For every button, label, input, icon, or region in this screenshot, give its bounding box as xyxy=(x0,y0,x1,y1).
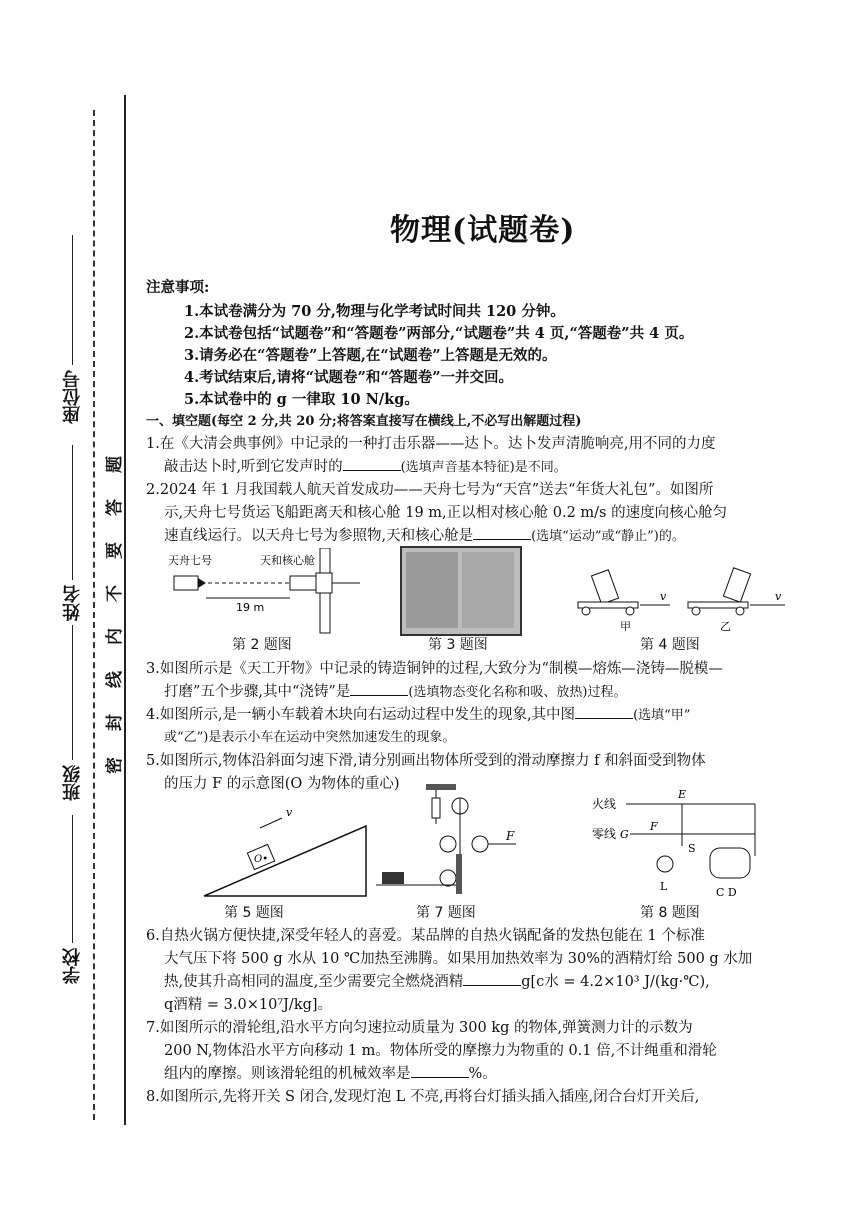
seal-char-1: 题 xyxy=(105,456,125,473)
figure-4 xyxy=(560,558,800,638)
q6-text-b: g[c水 = 4.2×10³ J/(kg·℃), xyxy=(521,974,710,990)
q1-text-a: 敲击达卜时,听到它发声时的 xyxy=(164,459,343,475)
q1-answer-blank[interactable] xyxy=(343,458,401,471)
q6-line-2: 大气压下将 500 g 水从 10 ℃加热至沸腾。如果用加热效率为 30%的酒精灯给 500 g 水加 xyxy=(164,951,753,967)
fig2-panel-top xyxy=(320,548,330,573)
q6-line-1: 6.自热火锅方便快捷,深受年轻人的喜爱。某品牌的自热火锅配备的发热包能在 1 个标准 xyxy=(146,928,705,944)
seal-char-7: 封 xyxy=(105,714,125,731)
fig4-wheel-b2 xyxy=(736,607,744,615)
fig8-caption: 第 8 题图 xyxy=(640,905,700,921)
fig2-core-hub xyxy=(316,573,332,593)
q1-line-1: 1.在《大清会典事例》中记录的一种打击乐器——达卜。达卜发声清脆响亮,用不同的力度 xyxy=(146,436,716,452)
fig7-pulley-mid-left xyxy=(440,836,456,852)
q7-text-a: 组内的摩擦。则该滑轮组的机械效率是 xyxy=(164,1066,411,1082)
fig8-lamp xyxy=(657,856,673,872)
q1-text-b: (选填声音基本特征)是不同。 xyxy=(400,460,567,475)
fig7-f: F xyxy=(506,829,515,843)
fig4-block-a xyxy=(591,570,618,604)
q3-line-2 xyxy=(164,680,627,701)
fig4-caption: 第 4 题图 xyxy=(640,637,700,653)
q7-line-3 xyxy=(164,1062,497,1083)
fig2-core-module xyxy=(290,576,316,590)
fig2-caption: 第 2 题图 xyxy=(232,637,292,653)
q7-text-b: %。 xyxy=(468,1066,497,1082)
seal-char-3: 要 xyxy=(105,542,125,559)
notice-item-1: 1.本试卷满分为 70 分,物理与化学考试时间共 120 分钟。 xyxy=(184,303,565,320)
q2-text-a: 速直线运行。以天舟七号为参照物,天和核心舱是 xyxy=(164,528,474,544)
school-label: 学校 xyxy=(62,948,83,984)
fig2-distance: 19 m xyxy=(236,601,265,614)
figure-7-diagram xyxy=(376,784,536,900)
q2-line-1: 2.2024 年 1 月我国载人航天首发成功——天舟七号为“天宫”送去“年货大礼包”。如图所 xyxy=(146,482,714,498)
fig2-label-a: 天舟七号 xyxy=(168,554,212,567)
figure-3-image xyxy=(400,546,522,636)
fig5-caption: 第 5 题图 xyxy=(224,905,284,921)
figure-2-diagram xyxy=(160,548,370,640)
q6-line-4: q酒精 = 3.0×10⁷J/kg]。 xyxy=(164,997,333,1013)
fig8-zero: 零线 xyxy=(592,827,617,841)
seal-char-4: 不 xyxy=(105,585,125,602)
fig5-velocity-arrow xyxy=(260,818,282,828)
notice-item-4: 4.考试结束后,请将“试题卷”和“答题卷”一并交回。 xyxy=(184,369,514,386)
q4-answer-blank[interactable] xyxy=(575,706,633,719)
q1-line-2 xyxy=(164,455,567,476)
fig5-v: v xyxy=(286,806,293,819)
fig7-spring-scale xyxy=(432,798,440,818)
fig7-pulley-bottom xyxy=(440,870,456,886)
fig5-incline xyxy=(204,826,366,896)
figure-8-diagram xyxy=(590,786,770,902)
fig7-caption: 第 7 题图 xyxy=(416,905,476,921)
fig4-block-b xyxy=(723,568,750,602)
q7-line-1: 7.如图所示的滑轮组,沿水平方向匀速拉动质量为 300 kg 的物体,弹簧测力计的示数为 xyxy=(146,1020,693,1036)
binding-solid-line xyxy=(124,95,126,1125)
q4-text-b: (选填“甲” xyxy=(633,708,691,723)
fig4-v2: v xyxy=(775,590,782,603)
notice-item-3: 3.请务必在“答题卷”上答题,在“试题卷”上答题是无效的。 xyxy=(184,347,557,364)
seal-char-8: 密 xyxy=(105,757,125,774)
seal-char-6: 线 xyxy=(105,671,125,688)
notice-item-2: 2.本试卷包括“试题卷”和“答题卷”两部分,“试题卷”共 4 页,“答题卷”共 4 页。 xyxy=(184,325,694,342)
fig8-l: L xyxy=(660,880,668,893)
fig7-ceiling xyxy=(426,784,456,790)
fig7-object xyxy=(382,872,404,884)
q3-text-a: 打磨”五个步骤,其中“浇铸”是 xyxy=(164,684,351,700)
class-fill-line[interactable] xyxy=(72,625,73,760)
fig8-g: G xyxy=(620,828,629,841)
notice-item-5: 5.本试卷中的 g 一律取 10 N/kg。 xyxy=(184,391,419,408)
q4-line-2: 或“乙”)是表示小车在运动中突然加速发生的现象。 xyxy=(164,730,456,745)
notice-heading: 注意事项: xyxy=(146,279,210,296)
figure-5 xyxy=(200,800,370,900)
fig5-o: O• xyxy=(254,854,269,865)
q4-text-a: 4.如图所示,是一辆小车载着木块向右运动过程中发生的现象,其中图 xyxy=(146,707,576,723)
fig3-caption: 第 3 题图 xyxy=(428,637,488,653)
q5-line-2: 的压力 F 的示意图(O 为物体的重心) xyxy=(164,776,400,792)
name-fill-line[interactable] xyxy=(72,445,73,580)
seat-fill-line[interactable] xyxy=(72,235,73,365)
fig2-tianzhou-ship xyxy=(174,576,198,590)
fig4-wheel-b1 xyxy=(692,607,700,615)
fig3-panel-left xyxy=(406,552,458,628)
figure-4-diagram xyxy=(560,558,800,638)
fig8-fire: 火线 xyxy=(592,797,617,811)
school-fill-line[interactable] xyxy=(72,815,73,943)
q6-answer-blank[interactable] xyxy=(463,973,521,986)
fig4-v1: v xyxy=(660,590,667,603)
seal-char-2: 答 xyxy=(105,499,125,516)
q2-line-2: 示,天舟七号货运飞船距离天和核心舱 19 m,正以相对核心舱 0.2 m/s 的速度向核心舱匀 xyxy=(164,505,728,521)
fig4-label-b: 乙 xyxy=(720,620,731,633)
fig8-f: F xyxy=(650,820,658,833)
page-title: 物理(试题卷) xyxy=(390,213,576,248)
figure-2 xyxy=(160,548,370,640)
q5-line-1: 5.如图所示,物体沿斜面匀速下滑,请分别画出物体所受到的滑动摩擦力 f 和斜面受到物体 xyxy=(146,753,706,769)
q7-answer-blank[interactable] xyxy=(411,1065,469,1078)
figure-7 xyxy=(376,784,536,900)
q2-text-b: (选填“运动”或“静止”)的。 xyxy=(531,529,685,544)
q2-answer-blank[interactable] xyxy=(473,527,531,540)
q6-text-a: 热,使其升高相同的温度,至少需要完全燃烧酒精 xyxy=(164,974,464,990)
fig7-pulley-mid-right xyxy=(472,836,488,852)
fig8-s: S xyxy=(688,842,696,855)
fig7-wall xyxy=(456,854,462,894)
fig4-wheel-a1 xyxy=(582,607,590,615)
seat-label: 座位号 xyxy=(62,370,83,424)
fig2-ship-nose xyxy=(198,578,206,588)
fig8-cd: C D xyxy=(716,886,737,899)
fig8-e: E xyxy=(678,788,687,801)
name-label: 姓名 xyxy=(62,585,83,621)
q2-line-3 xyxy=(164,524,685,545)
q3-text-b: (选填物态变化名称和吸、放热)过程。 xyxy=(408,685,627,700)
q3-line-1: 3.如图所示是《天工开物》中记录的铸造铜钟的过程,大致分为“制模—熔炼—浇铸—脱模— xyxy=(146,661,723,677)
q4-line-1 xyxy=(146,703,690,724)
q6-line-3 xyxy=(164,970,710,991)
class-label: 班级 xyxy=(62,765,83,801)
fig3-panel-right xyxy=(462,552,514,628)
q7-line-2: 200 N,物体沿水平方向移动 1 m。物体所受的摩擦力为物重的 0.1 倍,不计绳重和滑轮 xyxy=(164,1043,717,1059)
figure-8 xyxy=(590,786,770,902)
q8-line-1: 8.如图所示,先将开关 S 闭合,发现灯泡 L 不亮,再将台灯插头插入插座,闭合台灯开关后, xyxy=(146,1089,700,1105)
fig8-socket xyxy=(710,848,750,878)
fig4-wheel-a2 xyxy=(626,607,634,615)
seal-char-5: 内 xyxy=(105,628,125,645)
figure-5-diagram xyxy=(200,800,370,900)
q3-answer-blank[interactable] xyxy=(350,683,408,696)
fig2-panel-bottom xyxy=(320,593,330,633)
binding-dashed-line xyxy=(93,110,95,1120)
fig4-label-a: 甲 xyxy=(620,620,631,633)
fig2-label-b: 天和核心舱 xyxy=(260,554,315,567)
section-1-heading: 一、填空题(每空 2 分,共 20 分;将答案直接写在横线上,不必写出解题过程) xyxy=(146,414,582,429)
